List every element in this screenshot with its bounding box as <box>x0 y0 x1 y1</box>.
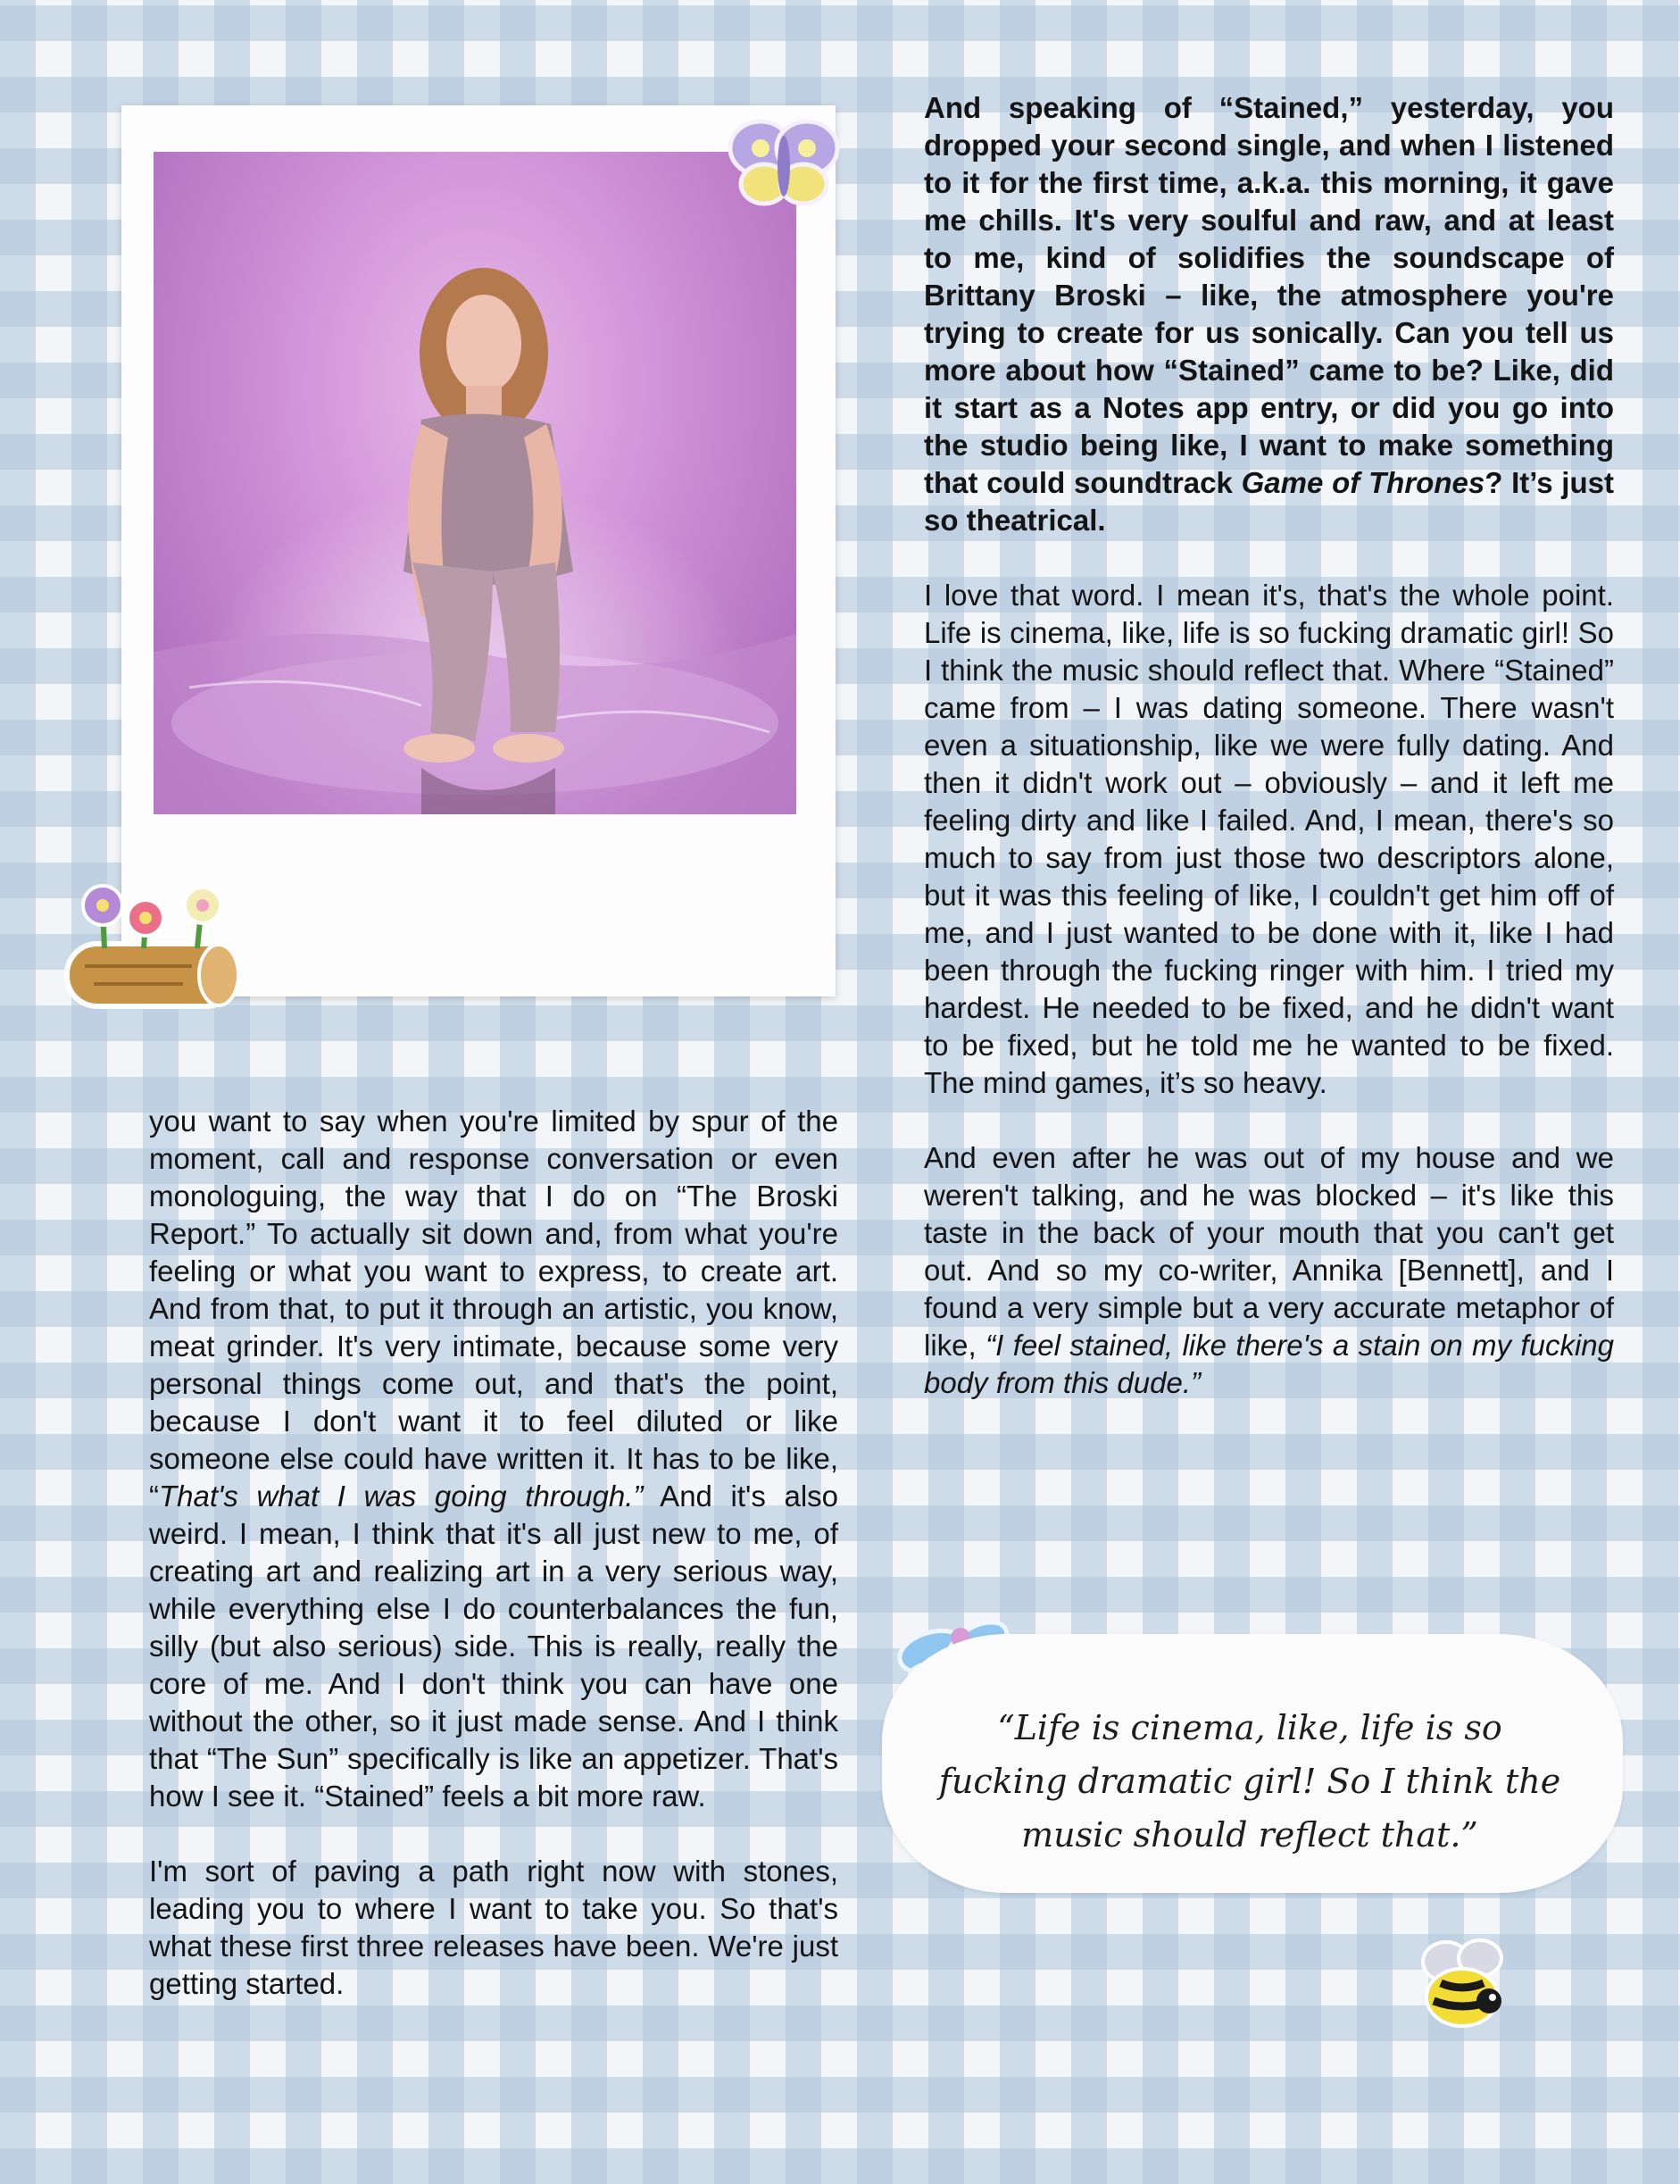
answer-paragraph: I love that word. I mean it's, that's the whole point. Life is cinema, like, life is so fucking dramatic girl! So I think the music should reflect that. Where “Stained” came from – I was dating someone. There wasn't even a situationship, like we were fully dating. And then it didn't work out – obviously – and it left me feeling dirty and like I failed. And, I mean, there's so much to say from just those two descriptors alone, but it was this feeling of like, I couldn't get him off of me, and I just wanted to be done with it, like I had been through the fucking ringer with him. I tried my hardest. He needed to be fixed, and he didn't want to be fixed, but he told me he wanted to be fixed. The mind games, it’s so heavy. <box>924 579 1614 1099</box>
answer-paragraph: you want to say when you're limited by spur of the moment, call and response conversation or even monologuing, the way that I do on “The Broski Report.” To actually sit down and, from what you're feeling or what you want to express, to create art. And from that, to put it through an artistic, you know, meat grinder. It's very intimate, because some very personal things come out, and that's the point, because I don't want it to feel diluted or like someone else could have written it. It has to be like, “That's what I was going through.” And it's also weird. I mean, I think that it's all just new to me, of creating art and realizing art in a very serious way, while everything else I do counterbalances the fun, silly (but also serious) side. This is really, really the core of me. And I don't think you can have one without the other, so it just made sense. And I think that “The Sun” specifically is like an appetizer. That's how I see it. “Stained” feels a bit more raw. <box>149 1105 838 1813</box>
answer-paragraph: And even after he was out of my house and we weren't talking, and he was blocked – it's like this taste in the back of your mouth that you can't get out. And so my co-writer, Annika [Bennett], and I found a very simple but a very accurate metaphor of like, “I feel stained, like there's a stain on my fucking body from this dude.” <box>924 1141 1614 1399</box>
butterfly-sticker-icon <box>725 114 841 213</box>
left-text-column <box>149 1103 838 2040</box>
interview-question: And speaking of “Stained,” yesterday, you dropped your second single, and when I listened to it for the first time, a.k.a. this morning, it gave me chills. It's very soulful and raw, and at least to me, kind of solidifies the soundscape of Brittany Broski – like, the atmosphere you're trying to create for us sonically. Can you tell us more about how “Stained” came to be? Like, did it start as a Notes app entry, or did you go into the studio being like, I want to make something that could soundtrack Game of Thrones? It’s just so theatrical. <box>924 91 1614 537</box>
flower-log-sticker-icon <box>49 859 256 1021</box>
portrait-photo <box>154 152 796 814</box>
pull-quote: “Life is cinema, like, life is so fucking dramatic girl! So I think the music should reflect that.” <box>938 1708 1561 1855</box>
bee-sticker-icon <box>1410 1933 1518 2031</box>
right-text-column <box>924 89 1614 1439</box>
answer-paragraph: I'm sort of paving a path right now with stones, leading you to where I want to take you. So that's what these first three releases have been. We're just getting started. <box>149 1855 838 2000</box>
